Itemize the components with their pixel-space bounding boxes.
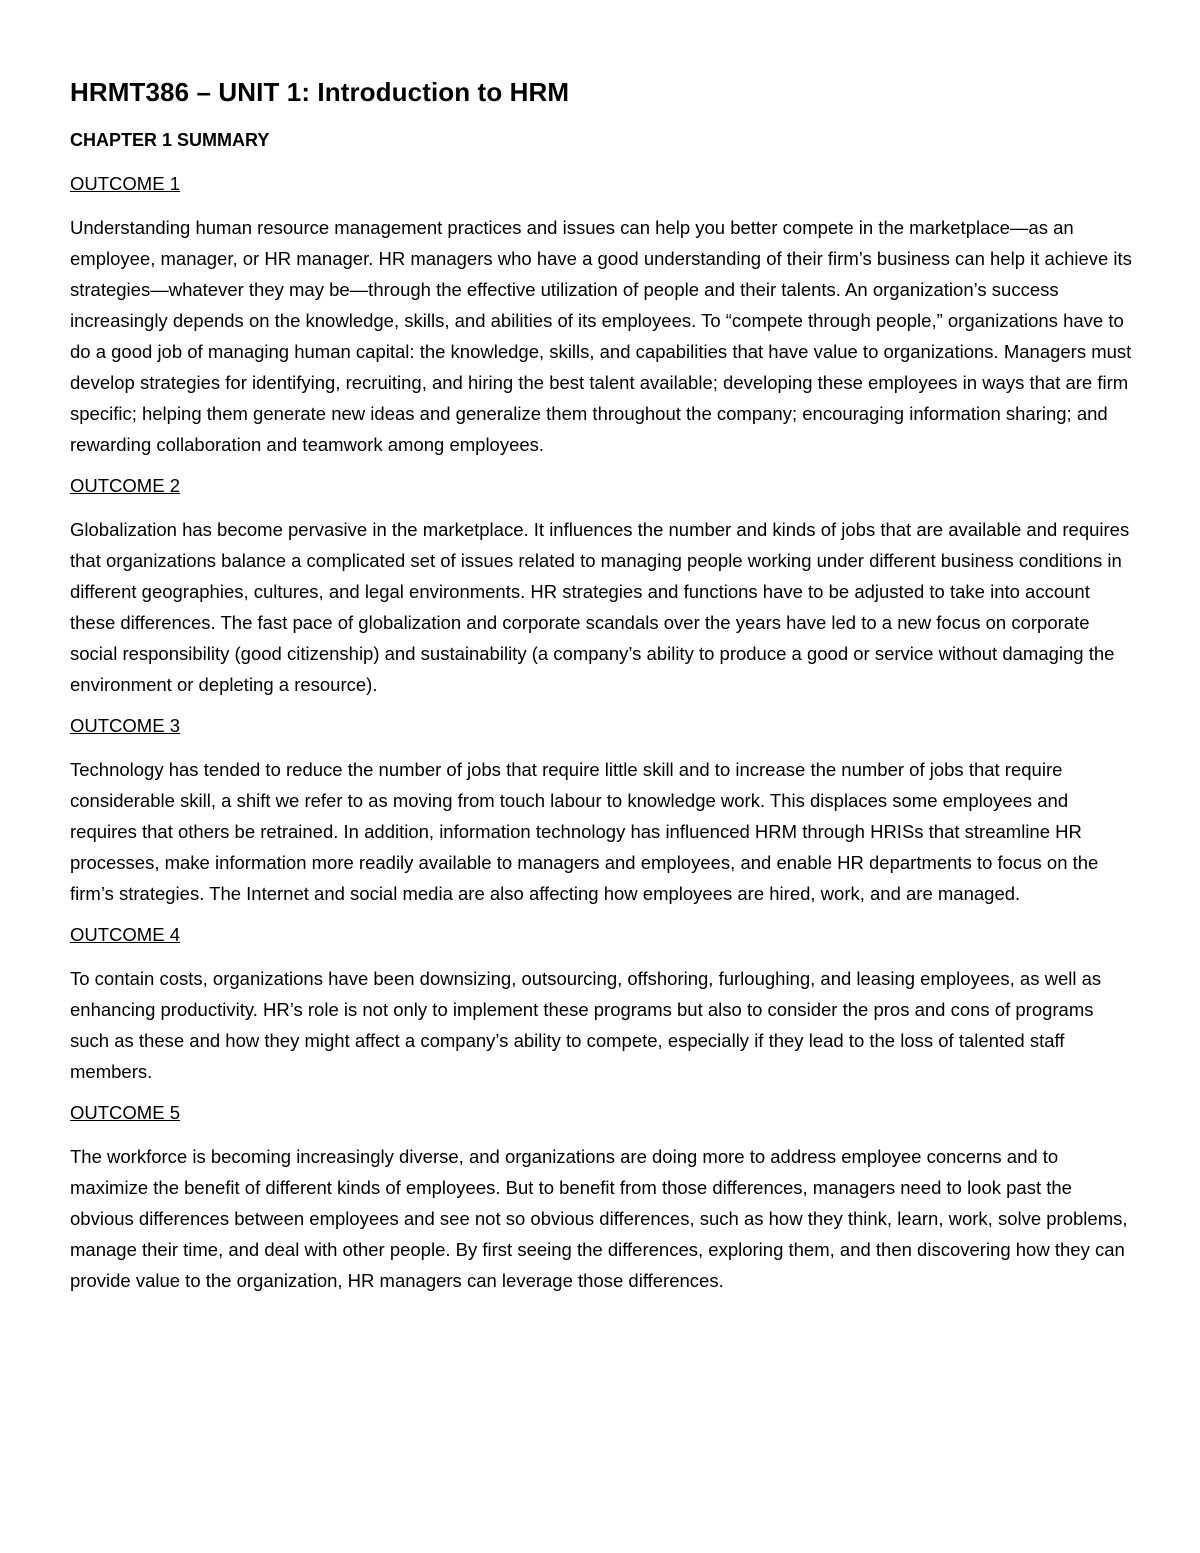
outcome-section-4 bbox=[70, 921, 1135, 1087]
outcome-heading: OUTCOME 2 bbox=[70, 475, 180, 496]
outcome-heading: OUTCOME 3 bbox=[70, 715, 180, 736]
outcome-paragraph: Understanding human resource management practices and issues can help you better compete in the marketplace—as an employee, manager, or HR manager. HR managers who have a good understanding of their firm’s business can help it achieve its strategies—whatever they may be—through the effective utilization of people and their talents. An organization’s success increasingly depends on the knowledge, skills, and abilities of its employees. To “compete through people,” organizations have to do a good job of managing human capital: the knowledge, skills, and capabilities that have value to organizations. Managers must develop strategies for identifying, recruiting, and hiring the best talent available; developing these employees in ways that are firm specific; helping them generate new ideas and generalize them throughout the company; encouraging information sharing; and rewarding collaboration and teamwork among employees. bbox=[70, 217, 1132, 455]
outcome-section-3 bbox=[70, 712, 1135, 909]
outcome-heading: OUTCOME 5 bbox=[70, 1102, 180, 1123]
outcome-paragraph: Technology has tended to reduce the number of jobs that require little skill and to increase the number of jobs that require considerable skill, a shift we refer to as moving from touch labour to knowledge work. This displaces some employees and requires that others be retrained. In addition, information technology has influenced HRM through HRISs that streamline HR processes, make information more readily available to managers and employees, and enable HR departments to focus on the firm’s strategies. The Internet and social media are also affecting how employees are hired, work, and are managed. bbox=[70, 759, 1099, 904]
outcome-heading: OUTCOME 4 bbox=[70, 924, 180, 945]
outcome-section-1 bbox=[70, 170, 1135, 460]
document-title: HRMT386 – UNIT 1: Introduction to HRM bbox=[70, 77, 570, 107]
outcome-paragraph: Globalization has become pervasive in the marketplace. It influences the number and kinds of jobs that are available and requires that organizations balance a complicated set of issues related to managing people working under different business conditions in different geographies, cultures, and legal environments. HR strategies and functions have to be adjusted to take into account these differences. The fast pace of globalization and corporate scandals over the years have led to a new focus on corporate social responsibility (good citizenship) and sustainability (a company’s ability to produce a good or service without damaging the environment or depleting a resource). bbox=[70, 519, 1130, 695]
outcome-heading: OUTCOME 1 bbox=[70, 173, 180, 194]
outcome-section-5 bbox=[70, 1099, 1135, 1296]
document-page bbox=[70, 70, 1135, 1308]
outcome-paragraph: The workforce is becoming increasingly diverse, and organizations are doing more to address employee concerns and to maximize the benefit of different kinds of employees. But to benefit from those differences, managers need to look past the obvious differences between employees and see not so obvious differences, such as how they think, learn, work, solve problems, manage their time, and deal with other people. By first seeing the differences, exploring them, and then discovering how they can provide value to the organization, HR managers can leverage those differences. bbox=[70, 1146, 1128, 1291]
outcome-paragraph: To contain costs, organizations have been downsizing, outsourcing, offshoring, furloughing, and leasing employees, as well as enhancing productivity. HR’s role is not only to implement these programs but also to consider the pros and cons of programs such as these and how they might affect a company’s ability to compete, especially if they lead to the loss of talented staff members. bbox=[70, 968, 1102, 1082]
outcome-section-2 bbox=[70, 472, 1135, 700]
chapter-heading: CHAPTER 1 SUMMARY bbox=[70, 130, 270, 150]
